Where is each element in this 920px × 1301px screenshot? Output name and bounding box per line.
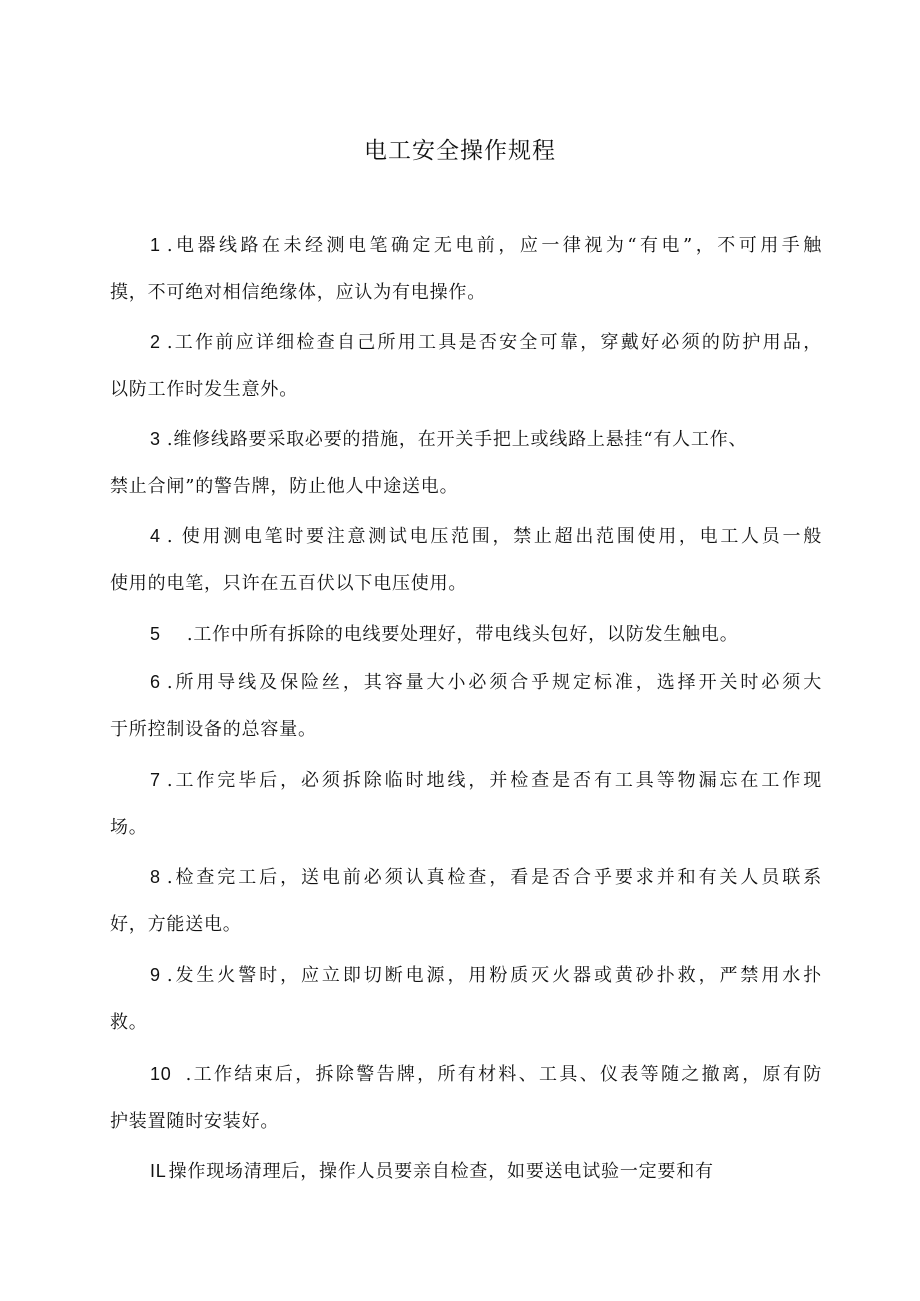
rule-number: 6 xyxy=(150,672,161,692)
rule-line: 禁止合闸”的警告牌，防止他人中途送电。 xyxy=(110,476,459,497)
rule-line xyxy=(110,512,822,560)
rule-line xyxy=(110,221,822,269)
rule-text: .维修线路要采取必要的措施，在开关手把上或线路上悬挂“有人工作、 xyxy=(166,429,748,450)
rule-text: .工作完毕后，必须拆除临时地线，并检查是否有工具等物漏忘在工作现 xyxy=(166,770,822,791)
rule-item-10 xyxy=(110,1050,822,1146)
rule-number: 10 xyxy=(150,1064,172,1084)
rule-item-4 xyxy=(110,512,822,608)
rule-text: .工作前应详细检查自己所用工具是否安全可靠，穿戴好必须的防护用品， xyxy=(166,332,822,353)
rule-line xyxy=(110,318,822,366)
rule-item-9 xyxy=(110,951,822,1047)
rule-number: 8 xyxy=(150,867,161,887)
rule-number: 4 xyxy=(150,526,161,546)
rule-item-6 xyxy=(110,658,822,754)
rule-line: 救。 xyxy=(110,1012,148,1033)
rule-text: .发生火警时，应立即切断电源，用粉质灭火器或黄砂扑救，严禁用水扑 xyxy=(166,965,822,986)
rule-text: 操作现场清理后，操作人员要亲自检查，如要送电试验一定要和有 xyxy=(168,1161,714,1182)
document-title: 电工安全操作规程 xyxy=(364,138,556,164)
rule-text: .检查完工后，送电前必须认真检查，看是否合乎要求并和有关人员联系 xyxy=(166,867,822,888)
rule-text: .所用导线及保险丝，其容量大小必须合乎规定标准，选择开关时必须大 xyxy=(166,672,822,693)
rule-line xyxy=(110,756,822,804)
rule-line: 好，方能送电。 xyxy=(110,914,242,935)
rule-line: 以防工作时发生意外。 xyxy=(110,379,298,400)
rule-text: .电器线路在未经测电笔确定无电前，应一律视为“有电”，不可用手触 xyxy=(166,235,822,256)
rule-line xyxy=(110,1147,822,1195)
rule-line xyxy=(110,951,822,999)
rule-text: .工作中所有拆除的电线要处理好，带电线头包好，以防发生触电。 xyxy=(186,624,739,645)
rule-number: 1 xyxy=(150,235,161,255)
rule-line: 于所控制设备的总容量。 xyxy=(110,719,317,740)
rule-line xyxy=(110,853,822,901)
rule-item-3 xyxy=(110,415,822,511)
rule-line xyxy=(110,415,822,463)
rule-line: 摸，不可绝对相信绝缘体，应认为有电操作。 xyxy=(110,282,486,303)
rule-item-11 xyxy=(110,1147,822,1195)
rule-number: IL xyxy=(150,1161,167,1181)
rule-item-2 xyxy=(110,318,822,414)
rule-line xyxy=(110,658,822,706)
rule-line xyxy=(110,610,822,658)
rule-number: 3 xyxy=(150,429,161,449)
rule-number: 7 xyxy=(150,770,161,790)
rule-item-5 xyxy=(110,610,822,658)
rule-number: 2 xyxy=(150,332,161,352)
rule-line: 护装置随时安装好。 xyxy=(110,1111,280,1132)
rule-item-7 xyxy=(110,756,822,852)
rule-text: .工作结束后，拆除警告牌，所有材料、工具、仪表等随之撤离，原有防 xyxy=(185,1064,822,1085)
rule-text: . 使用测电笔时要注意测试电压范围，禁止超出范围使用，电工人员一般 xyxy=(166,526,822,547)
rule-number: 5 xyxy=(150,624,161,644)
rule-line: 场。 xyxy=(110,817,148,838)
rule-line xyxy=(110,1050,822,1098)
rule-item-8 xyxy=(110,853,822,949)
rule-item-1 xyxy=(110,221,822,317)
rule-line: 使用的电笔，只许在五百伏以下电压使用。 xyxy=(110,573,468,594)
rule-number: 9 xyxy=(150,965,161,985)
